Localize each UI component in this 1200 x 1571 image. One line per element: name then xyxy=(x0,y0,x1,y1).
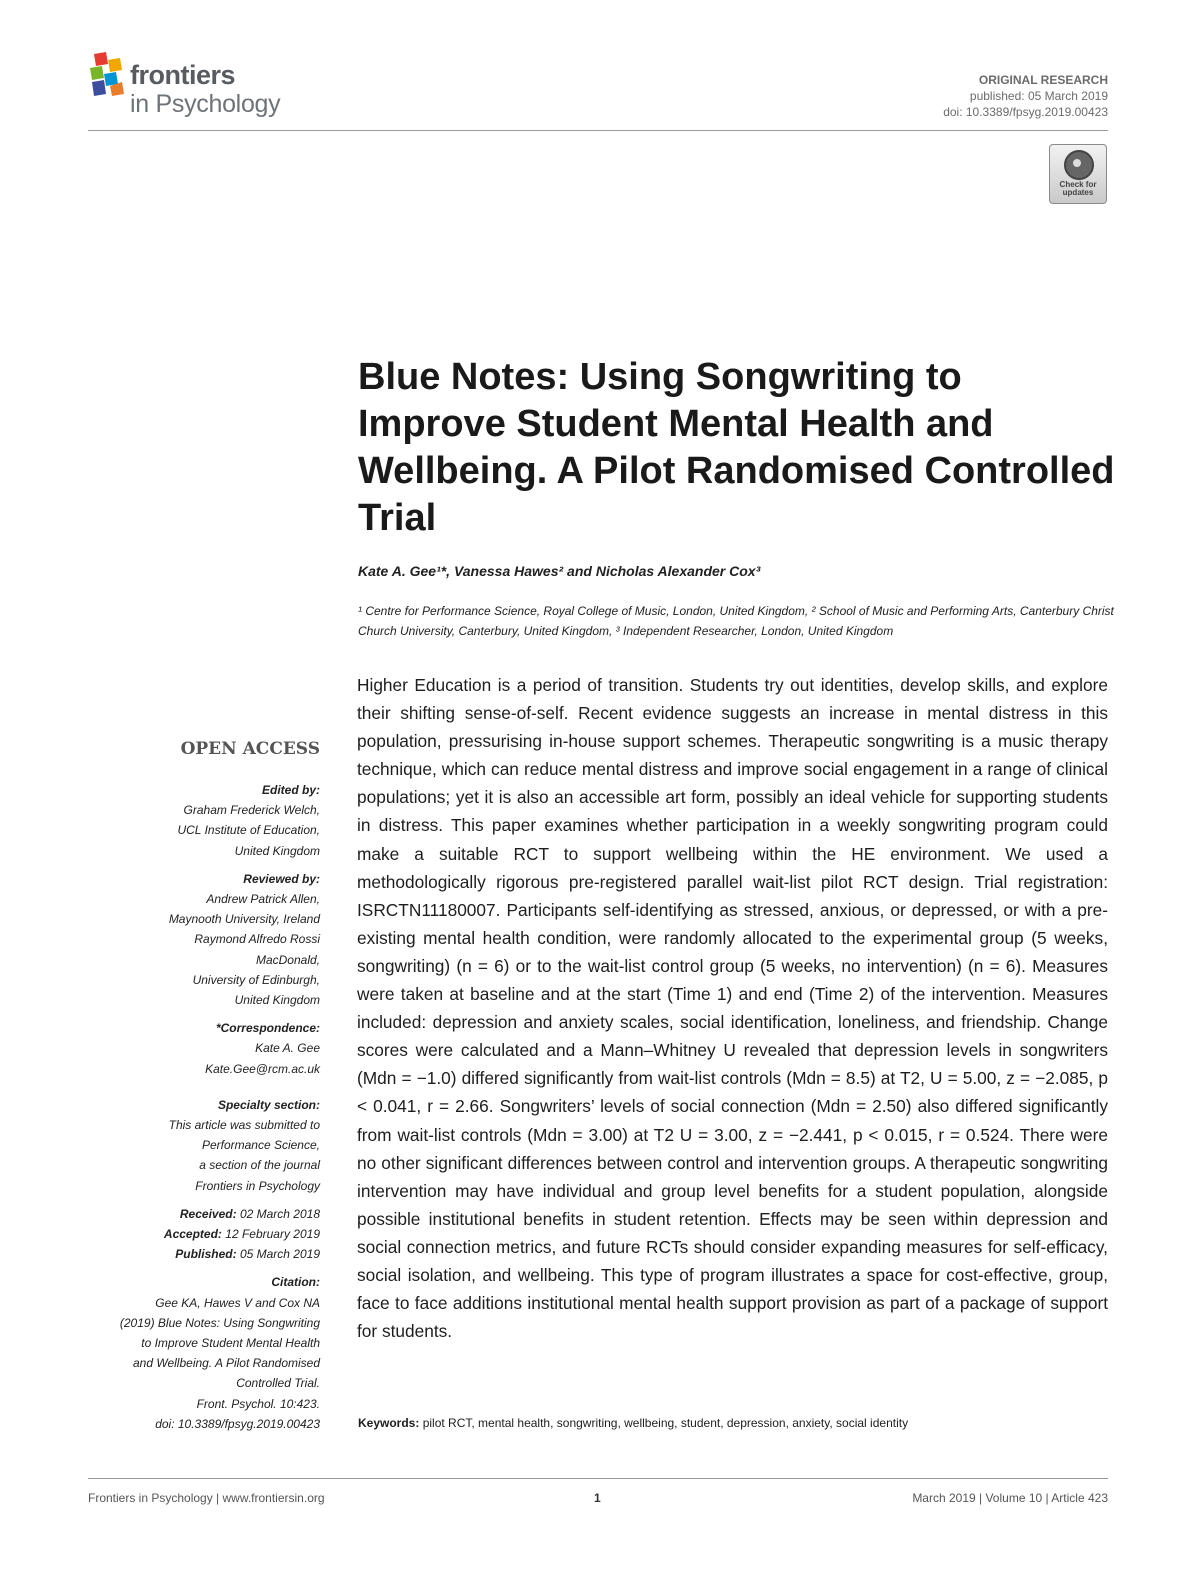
citation-line: and Wellbeing. A Pilot Randomised xyxy=(133,1356,320,1371)
header-rule xyxy=(88,130,1108,131)
reviewer-line: University of Edinburgh, xyxy=(192,972,320,987)
citation-line: Controlled Trial. xyxy=(236,1376,320,1391)
correspondence-block xyxy=(80,1018,320,1079)
crossmark-icon xyxy=(1064,150,1094,180)
footer-journal-link[interactable]: Frontiers in Psychology | www.frontiersin.org xyxy=(88,1491,325,1505)
reviewer-line: Raymond Alfredo Rossi xyxy=(194,932,320,947)
correspondence-label: *Correspondence: xyxy=(215,1021,320,1036)
citation-line: Front. Psychol. 10:423. xyxy=(196,1396,320,1411)
keywords-list: pilot RCT, mental health, songwriting, wellbeing, student, depression, anxiety, social identity xyxy=(422,1416,909,1430)
check-for-updates-button[interactable] xyxy=(1049,144,1107,204)
received-date: Received: 02 March 2018 xyxy=(179,1206,320,1221)
keywords-label: Keywords: xyxy=(358,1416,420,1430)
affiliations: ¹ Centre for Performance Science, Royal College of Music, London, United Kingdom, ² School of Music and Performing Arts, Canterbury Christ Church University, Canterbury, United Kingdom, ³ Independent Researcher, London, United Kingdom xyxy=(358,604,1114,638)
journal-subtitle: in Psychology xyxy=(130,90,281,118)
specialty-line: Frontiers in Psychology xyxy=(195,1178,320,1193)
journal-name: frontiers xyxy=(130,60,236,90)
citation-label: Citation: xyxy=(271,1275,320,1290)
reviewed-by-block xyxy=(80,869,320,1010)
specialty-label: Specialty section: xyxy=(217,1097,320,1112)
dates-block xyxy=(80,1204,320,1265)
author-list: Kate A. Gee¹*, Vanessa Hawes² and Nicholas Alexander Cox³ xyxy=(358,563,761,579)
specialty-line: Performance Science, xyxy=(201,1138,320,1153)
editor-line: UCL Institute of Education, xyxy=(177,823,320,838)
citation-line: Gee KA, Hawes V and Cox NA xyxy=(155,1295,320,1310)
journal-logo[interactable] xyxy=(88,52,328,122)
article-title: Blue Notes: Using Songwriting to Improve Student Mental Health and Wellbeing. A Pilot Randomised Controlled Trial xyxy=(358,356,1115,539)
reviewer-line: Maynooth University, Ireland xyxy=(168,912,320,927)
abstract-text: Higher Education is a period of transition. Students try out identities, develop skills, and explore their shifting sense-of-self. Recent evidence suggests an increase in mental distress in this population, pressurising in-house support schemes. Therapeutic songwriting is a music therapy technique, which can reduce mental distress and improve social engagement in a range of clinical populations; yet it is also an accessible art form, possibly an ideal vehicle for supporting students in distress. This paper examines whether participation in a weekly songwriting program could make a suitable RCT to support wellbeing within the HE environment. We used a methodologically rigorous pre-registered parallel wait-list pilot RCT design. Trial registration: ISRCTN11180007. Participants self-identifying as stressed, anxious, or depressed, or with a pre-existing mental health condition, were randomly allocated to the experimental group (5 weeks, songwriting) (n = 6) or to the wait-list control group (5 weeks, no intervention) (n = 6). Measures were taken at baseline and at the start (Time 1) and end (Time 2) of the intervention. Measures included: depression and anxiety scales, social identification, loneliness, and friendship. Change scores were calculated and a Mann–Whitney U revealed that depression levels in songwriters (Mdn = −1.0) differed significantly from wait-list controls (Mdn = 8.5) at T2, U = 5.00, z = −2.085, p < 0.041, r = 2.66. Songwriters’ levels of social connection (Mdn = 2.50) also differed significantly from wait-list controls (Mdn = 3.00) at T2 U = 3.00, z = −2.441, p < 0.015, r = 0.524. There were no other significant differences between control and intervention groups. A therapeutic songwriting intervention may have individual and group level benefits for a student population, alongside possible institutional benefits in student retention. Effects may be seen within depression and social connection metrics, and future RCTs should consider expanding measures for self-efficacy, social isolation, and wellbeing. This type of program illustrates a space for cost-effective, group, face to face additions institutional mental health support provision as part of a package of support for students. xyxy=(357,675,1108,1342)
doi-link[interactable]: doi: 10.3389/fpsyg.2019.00423 xyxy=(943,105,1108,119)
specialty-line: This article was submitted to xyxy=(168,1118,320,1133)
footer-volume-info: March 2019 | Volume 10 | Article 423 xyxy=(912,1491,1108,1505)
keywords xyxy=(358,1416,908,1430)
footer-rule xyxy=(88,1478,1108,1479)
page-number: 1 xyxy=(594,1491,601,1505)
specialty-line: a section of the journal xyxy=(199,1158,320,1173)
article-meta-header xyxy=(943,72,1108,120)
edited-by-label: Edited by: xyxy=(261,783,320,797)
editor-line: Graham Frederick Welch, xyxy=(183,803,320,818)
editor-line: United Kingdom xyxy=(234,843,320,858)
sidebar xyxy=(80,736,320,1442)
published-date: published: 05 March 2019 xyxy=(969,89,1108,103)
citation-line: (2019) Blue Notes: Using Songwriting xyxy=(119,1315,320,1330)
correspondence-email[interactable]: Kate.Gee@rcm.ac.uk xyxy=(205,1061,320,1076)
reviewer-line: MacDonald, xyxy=(255,952,320,967)
edited-by-block xyxy=(80,780,320,861)
open-access-label: OPEN ACCESS xyxy=(180,739,320,759)
citation-block xyxy=(80,1272,320,1434)
reviewer-line: United Kingdom xyxy=(234,993,320,1008)
frontiers-logo-icon xyxy=(88,52,130,100)
article-type: ORIGINAL RESEARCH xyxy=(978,73,1108,87)
reviewed-by-label: Reviewed by: xyxy=(243,871,320,886)
citation-doi[interactable]: doi: 10.3389/fpsyg.2019.00423 xyxy=(155,1416,320,1431)
accepted-date: Accepted: 12 February 2019 xyxy=(163,1227,320,1242)
check-for-updates-label: Check for updates xyxy=(1059,180,1097,197)
reviewer-line: Andrew Patrick Allen, xyxy=(206,892,320,907)
published-date-sidebar: Published: 05 March 2019 xyxy=(175,1247,320,1262)
correspondence-name: Kate A. Gee xyxy=(255,1041,320,1056)
citation-line: to Improve Student Mental Health xyxy=(141,1336,320,1351)
specialty-block xyxy=(80,1095,320,1196)
